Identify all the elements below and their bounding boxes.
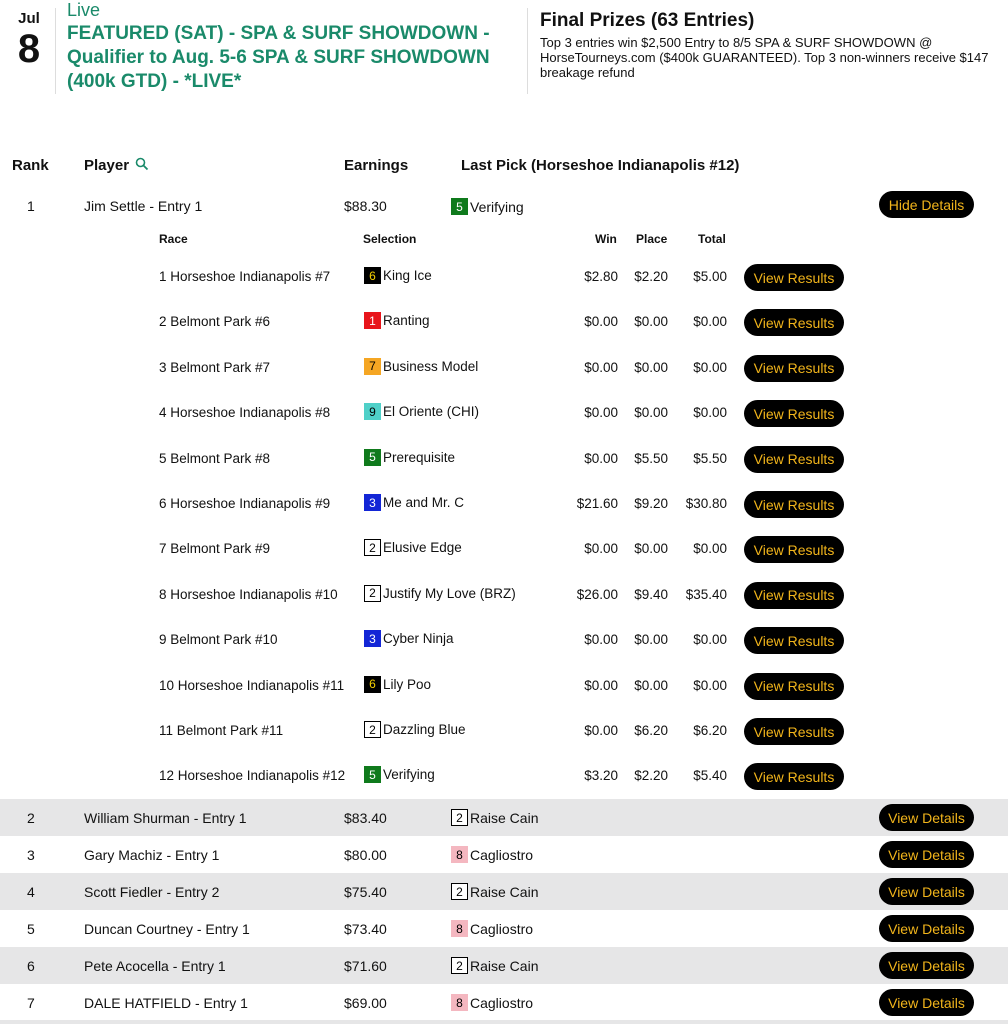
horse-number-badge: 2 bbox=[364, 539, 381, 556]
rank: 7 bbox=[27, 995, 35, 1011]
earnings: $83.40 bbox=[344, 810, 387, 826]
hide-details-button[interactable]: Hide Details bbox=[879, 191, 974, 218]
horse-number-badge: 8 bbox=[451, 994, 468, 1011]
player-name: Gary Machiz - Entry 1 bbox=[84, 847, 220, 863]
total-payout: $0.00 bbox=[693, 541, 727, 557]
horse-name: Ranting bbox=[383, 313, 430, 329]
win-payout: $0.00 bbox=[584, 359, 618, 375]
win-payout: $0.00 bbox=[584, 314, 618, 330]
view-details-button[interactable]: View Details bbox=[879, 952, 974, 979]
race-selection bbox=[364, 585, 516, 602]
view-results-button[interactable]: View Results bbox=[744, 309, 844, 336]
view-results-button[interactable]: View Results bbox=[744, 763, 844, 790]
race-name: 8 Horseshoe Indianapolis #10 bbox=[159, 586, 338, 602]
horse-name: Justify My Love (BRZ) bbox=[383, 585, 516, 601]
view-details-button[interactable]: View Details bbox=[879, 915, 974, 942]
place-payout: $6.20 bbox=[634, 723, 668, 738]
race-name: 12 Horseshoe Indianapolis #12 bbox=[159, 768, 346, 784]
rank: 2 bbox=[27, 810, 35, 826]
total-payout: $5.50 bbox=[693, 450, 727, 466]
horse-name: Dazzling Blue bbox=[383, 722, 466, 737]
earnings: $69.00 bbox=[344, 995, 387, 1011]
details-column-total: Total bbox=[698, 232, 726, 246]
column-last-pick: Last Pick (Horseshoe Indianapolis #12) bbox=[461, 157, 740, 174]
race-name: 6 Horseshoe Indianapolis #9 bbox=[159, 496, 331, 511]
total-payout: $0.00 bbox=[693, 632, 727, 648]
race-row bbox=[0, 314, 1008, 359]
horse-name: Prerequisite bbox=[383, 449, 456, 465]
view-details-button[interactable]: View Details bbox=[879, 989, 974, 1016]
race-row bbox=[0, 405, 1008, 450]
column-player[interactable] bbox=[84, 157, 149, 175]
total-payout: $0.00 bbox=[693, 359, 727, 375]
place-payout: $0.00 bbox=[634, 314, 668, 330]
win-payout: $0.00 bbox=[584, 677, 618, 693]
search-icon[interactable] bbox=[135, 157, 149, 175]
rank: 3 bbox=[27, 847, 35, 863]
race-row bbox=[0, 678, 1008, 723]
details-column-race: Race bbox=[159, 232, 188, 246]
last-pick bbox=[451, 883, 538, 900]
standings-row bbox=[0, 873, 1008, 910]
prizes-description: Top 3 entries win $2,500 Entry to 8/5 SPA & SURF SHOWDOWN @ HorseTourneys.com ($400k GUARANTEED). Top 3 non-winners receive $147 breakage refund bbox=[540, 35, 989, 80]
event-header bbox=[0, 0, 1008, 110]
table-bottom-border bbox=[0, 1020, 1008, 1024]
horse-name: Me and Mr. C bbox=[383, 495, 465, 510]
view-results-button[interactable]: View Results bbox=[744, 355, 844, 382]
horse-number-badge: 2 bbox=[451, 809, 468, 826]
race-row bbox=[0, 496, 1008, 541]
rank: 6 bbox=[27, 958, 35, 974]
win-payout: $21.60 bbox=[576, 496, 618, 511]
horse-name: Raise Cain bbox=[470, 883, 539, 900]
event-title[interactable]: FEATURED (SAT) - SPA & SURF SHOWDOWN - Qualifier to Aug. 5-6 SPA & SURF SHOWDOWN (400k GTD) - *LIVE* bbox=[67, 23, 490, 92]
event-date bbox=[8, 10, 50, 69]
standings-row-leader bbox=[0, 188, 1008, 225]
race-row bbox=[0, 541, 1008, 586]
earnings: $71.60 bbox=[344, 958, 387, 974]
race-name: 1 Horseshoe Indianapolis #7 bbox=[159, 269, 331, 284]
horse-number-badge: 2 bbox=[451, 957, 468, 974]
win-payout: $0.00 bbox=[584, 632, 618, 648]
place-payout: $5.50 bbox=[634, 450, 668, 466]
place-payout: $0.00 bbox=[634, 405, 668, 421]
place-payout: $0.00 bbox=[634, 541, 668, 557]
race-selection bbox=[364, 312, 430, 329]
horse-number-badge: 8 bbox=[451, 920, 468, 937]
race-selection bbox=[364, 766, 435, 783]
horse-name: Verifying bbox=[470, 198, 524, 215]
win-payout: $26.00 bbox=[576, 586, 618, 602]
view-results-button[interactable]: View Results bbox=[744, 446, 844, 473]
horse-number-badge: 5 bbox=[451, 198, 468, 215]
divider bbox=[55, 8, 56, 94]
race-name: 10 Horseshoe Indianapolis #11 bbox=[159, 677, 345, 693]
view-results-button[interactable]: View Results bbox=[744, 627, 844, 654]
horse-name: Lily Poo bbox=[383, 676, 432, 692]
horse-number-badge: 2 bbox=[451, 883, 468, 900]
horse-name: Raise Cain bbox=[470, 957, 539, 974]
horse-number-badge: 5 bbox=[364, 766, 381, 783]
view-details-button[interactable]: View Details bbox=[879, 878, 974, 905]
horse-number-badge: 6 bbox=[364, 267, 381, 284]
view-details-button[interactable]: View Details bbox=[879, 804, 974, 831]
race-row bbox=[0, 360, 1008, 405]
win-payout: $0.00 bbox=[584, 541, 618, 557]
horse-number-badge: 9 bbox=[364, 403, 381, 420]
place-payout: $0.00 bbox=[634, 677, 668, 693]
race-row bbox=[0, 632, 1008, 677]
horse-name: Business Model bbox=[383, 358, 479, 374]
horse-number-badge: 2 bbox=[364, 721, 381, 738]
total-payout: $30.80 bbox=[685, 496, 727, 511]
total-payout: $5.40 bbox=[693, 768, 727, 784]
prizes-title: Final Prizes (63 Entries) bbox=[540, 10, 755, 31]
race-selection bbox=[364, 721, 466, 738]
horse-name: Cagliostro bbox=[470, 920, 534, 937]
horse-number-badge: 3 bbox=[364, 630, 381, 647]
standings-row bbox=[0, 984, 1008, 1021]
place-payout: $2.20 bbox=[634, 269, 668, 284]
last-pick bbox=[451, 994, 533, 1011]
view-results-button[interactable]: View Results bbox=[744, 264, 844, 291]
race-selection bbox=[364, 358, 478, 375]
last-pick bbox=[451, 809, 538, 826]
horse-name: Verifying bbox=[383, 767, 435, 783]
view-results-button[interactable]: View Results bbox=[744, 400, 844, 427]
horse-name: Cagliostro bbox=[470, 846, 534, 863]
horse-name: Cagliostro bbox=[470, 994, 534, 1011]
race-selection bbox=[364, 630, 454, 647]
total-payout: $5.00 bbox=[693, 269, 727, 284]
earnings: $80.00 bbox=[344, 847, 387, 863]
win-payout: $0.00 bbox=[584, 450, 618, 466]
horse-name: Cyber Ninja bbox=[383, 631, 454, 647]
place-payout: $2.20 bbox=[634, 768, 668, 784]
player-name: William Shurman - Entry 1 bbox=[84, 810, 247, 826]
view-results-button[interactable]: View Results bbox=[744, 582, 844, 609]
horse-number-badge: 6 bbox=[364, 676, 381, 693]
total-payout: $0.00 bbox=[693, 314, 727, 330]
race-name: 4 Horseshoe Indianapolis #8 bbox=[159, 405, 331, 421]
total-payout: $35.40 bbox=[685, 586, 727, 602]
race-row bbox=[0, 269, 1008, 314]
column-earnings[interactable]: Earnings bbox=[344, 157, 409, 174]
view-details-button[interactable]: View Details bbox=[879, 841, 974, 868]
rank: 1 bbox=[27, 198, 35, 214]
standings-row bbox=[0, 799, 1008, 836]
player-name: Jim Settle - Entry 1 bbox=[84, 198, 203, 214]
last-pick bbox=[451, 920, 533, 937]
race-selection bbox=[364, 267, 432, 284]
rank: 5 bbox=[27, 921, 35, 937]
place-payout: $0.00 bbox=[634, 632, 668, 648]
column-rank[interactable]: Rank bbox=[12, 157, 49, 174]
horse-number-badge: 7 bbox=[364, 358, 381, 375]
race-row bbox=[0, 451, 1008, 496]
horse-name: El Oriente (CHI) bbox=[383, 404, 480, 420]
view-results-button[interactable]: View Results bbox=[744, 718, 844, 745]
event-day: 8 bbox=[17, 27, 41, 71]
player-name: DALE HATFIELD - Entry 1 bbox=[84, 995, 248, 1011]
last-pick bbox=[451, 846, 533, 863]
race-selection bbox=[364, 449, 455, 466]
race-selection bbox=[364, 494, 464, 511]
player-name: Scott Fiedler - Entry 2 bbox=[84, 884, 220, 900]
player-name: Pete Acocella - Entry 1 bbox=[84, 958, 226, 974]
race-name: 3 Belmont Park #7 bbox=[159, 359, 271, 375]
column-player-label: Player bbox=[84, 157, 130, 174]
divider bbox=[527, 8, 528, 94]
rank: 4 bbox=[27, 884, 35, 900]
win-payout: $2.80 bbox=[584, 269, 618, 284]
race-selection bbox=[364, 403, 479, 420]
horse-name: King Ice bbox=[383, 268, 432, 283]
win-payout: $0.00 bbox=[584, 723, 618, 738]
earnings: $88.30 bbox=[344, 198, 387, 214]
race-name: 11 Belmont Park #11 bbox=[159, 723, 284, 738]
view-results-button[interactable]: View Results bbox=[744, 673, 844, 700]
race-selection bbox=[364, 539, 462, 556]
race-row bbox=[0, 723, 1008, 768]
view-results-button[interactable]: View Results bbox=[744, 536, 844, 563]
race-name: 7 Belmont Park #9 bbox=[159, 541, 271, 557]
earnings: $75.40 bbox=[344, 884, 387, 900]
horse-number-badge: 2 bbox=[364, 585, 381, 602]
horse-number-badge: 3 bbox=[364, 494, 381, 511]
place-payout: $9.40 bbox=[634, 586, 668, 602]
player-name: Duncan Courtney - Entry 1 bbox=[84, 921, 250, 937]
earnings: $73.40 bbox=[344, 921, 387, 937]
details-column-win: Win bbox=[595, 232, 617, 246]
horse-number-badge: 1 bbox=[364, 312, 381, 329]
event-month: Jul bbox=[18, 10, 40, 27]
place-payout: $0.00 bbox=[634, 359, 668, 375]
race-selection bbox=[364, 676, 431, 693]
total-payout: $6.20 bbox=[693, 723, 727, 738]
details-column-place: Place bbox=[636, 232, 668, 246]
horse-name: Elusive Edge bbox=[383, 540, 462, 556]
event-status: Live bbox=[67, 0, 101, 20]
horse-name: Raise Cain bbox=[470, 809, 539, 826]
view-results-button[interactable]: View Results bbox=[744, 491, 844, 518]
standings-row bbox=[0, 947, 1008, 984]
win-payout: $0.00 bbox=[584, 405, 618, 421]
details-column-selection: Selection bbox=[363, 232, 417, 246]
standings-row bbox=[0, 836, 1008, 873]
race-name: 9 Belmont Park #10 bbox=[159, 632, 278, 648]
race-name: 2 Belmont Park #6 bbox=[159, 314, 271, 330]
horse-number-badge: 8 bbox=[451, 846, 468, 863]
race-name: 5 Belmont Park #8 bbox=[159, 450, 271, 466]
standings-row bbox=[0, 910, 1008, 947]
total-payout: $0.00 bbox=[693, 405, 727, 421]
total-payout: $0.00 bbox=[693, 677, 727, 693]
race-row bbox=[0, 587, 1008, 632]
win-payout: $3.20 bbox=[584, 768, 618, 784]
last-pick bbox=[451, 957, 538, 974]
horse-number-badge: 5 bbox=[364, 449, 381, 466]
place-payout: $9.20 bbox=[634, 496, 668, 511]
last-pick bbox=[451, 198, 524, 215]
